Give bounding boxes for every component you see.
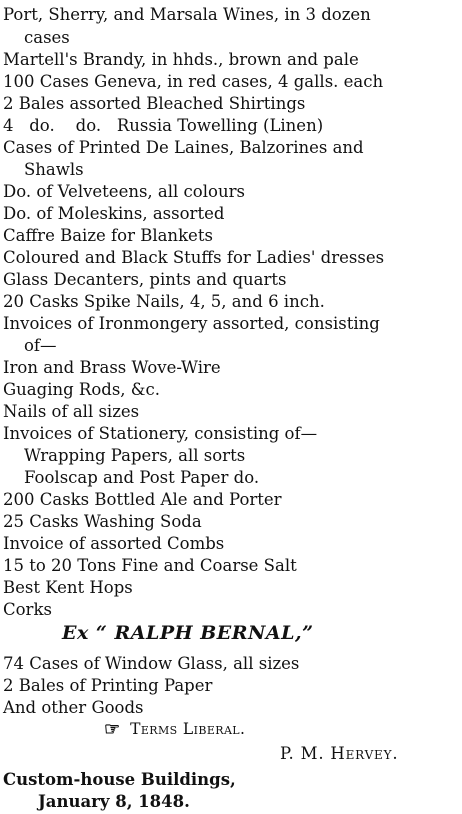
pointing-hand-icon: ☞ xyxy=(104,719,121,740)
line-nails-sizes: Nails of all sizes xyxy=(3,402,140,421)
line-shawls: Shawls xyxy=(24,160,84,179)
footer-date: January 8, 1848. xyxy=(38,792,190,811)
line-towelling: 4 do. do. Russia Towelling (Linen) xyxy=(3,116,324,135)
line-rods: Guaging Rods, &c. xyxy=(3,380,160,399)
line-corks: Corks xyxy=(3,600,52,619)
line-hops: Best Kent Hops xyxy=(3,578,133,597)
line-ironmongery: Invoices of Ironmongery assorted, consisting xyxy=(3,314,380,333)
line-delaines: Cases of Printed De Laines, Balzorines and xyxy=(3,138,364,157)
line-velveteens: Do. of Velveteens, all colours xyxy=(3,182,245,201)
line-window-glass: 74 Cases of Window Glass, all sizes xyxy=(3,654,300,673)
line-wrapping: Wrapping Papers, all sorts xyxy=(24,446,246,465)
line-ale: 200 Casks Bottled Ale and Porter xyxy=(3,490,282,509)
line-other-goods: And other Goods xyxy=(3,698,144,717)
signature: P. M. Hervey. xyxy=(280,744,399,763)
line-caffre: Caffre Baize for Blankets xyxy=(3,226,213,245)
line-wire: Iron and Brass Wove-Wire xyxy=(3,358,221,377)
terms-text: Terms Liberal. xyxy=(130,720,246,738)
line-ironmongery-cont: of— xyxy=(24,336,57,355)
line-wines: Port, Sherry, and Marsala Wines, in 3 dozen xyxy=(3,5,371,24)
line-stationery: Invoices of Stationery, consisting of— xyxy=(3,424,318,443)
line-moleskins: Do. of Moleskins, assorted xyxy=(3,204,225,223)
terms-line xyxy=(104,718,245,742)
line-combs: Invoice of assorted Combs xyxy=(3,534,225,553)
line-printing-paper: 2 Bales of Printing Paper xyxy=(3,676,213,695)
line-decanters: Glass Decanters, pints and quarts xyxy=(3,270,287,289)
line-nails: 20 Casks Spike Nails, 4, 5, and 6 inch. xyxy=(3,292,325,311)
line-salt: 15 to 20 Tons Fine and Coarse Salt xyxy=(3,556,297,575)
line-wines-cont: cases xyxy=(24,28,70,47)
ship-heading: Ex “ RALPH BERNAL,” xyxy=(62,622,314,644)
line-soda: 25 Casks Washing Soda xyxy=(3,512,202,531)
line-stuffs: Coloured and Black Stuffs for Ladies' dresses xyxy=(3,248,385,267)
line-shirtings: 2 Bales assorted Bleached Shirtings xyxy=(3,94,306,113)
line-foolscap: Foolscap and Post Paper do. xyxy=(24,468,260,487)
line-geneva: 100 Cases Geneva, in red cases, 4 galls. each xyxy=(3,72,384,91)
line-brandy: Martell's Brandy, in hhds., brown and pale xyxy=(3,50,359,69)
footer-address: Custom-house Buildings, xyxy=(3,770,236,789)
